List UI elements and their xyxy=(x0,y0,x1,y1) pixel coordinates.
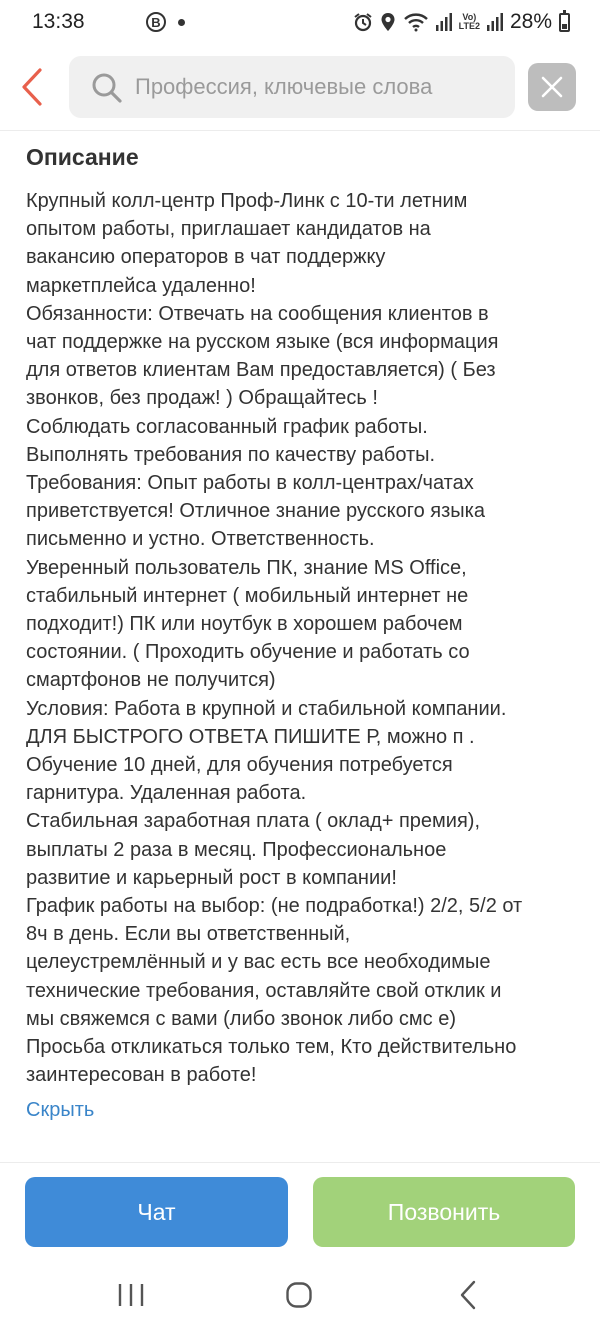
back-button[interactable] xyxy=(14,64,50,110)
b-badge-icon: B xyxy=(146,12,166,32)
description-line: Условия: Работа в крупной и стабильной компании. xyxy=(26,697,507,720)
description-line: выплаты 2 раза в месяц. Профессиональное xyxy=(26,838,447,861)
description-line: Крупный колл-центр Проф-Линк с 10-ти летним xyxy=(26,190,468,212)
search-header xyxy=(0,46,600,131)
system-nav-bar xyxy=(0,1258,600,1332)
description-line: Обязанности: Отвечать на сообщения клиентов в xyxy=(26,302,489,325)
description-line: гарнитура. Удаленная работа. xyxy=(26,782,307,805)
close-icon xyxy=(540,75,564,99)
divider xyxy=(0,1162,600,1163)
back-icon xyxy=(458,1280,478,1310)
description-line: приветствуется! Отличное знание русского языка xyxy=(26,500,485,523)
volte-icon: Vo) LTE2 xyxy=(458,12,480,31)
description-line: опытом работы, приглашает кандидатов на xyxy=(26,218,431,241)
description-title: Описание xyxy=(26,144,139,170)
alarm-icon xyxy=(353,12,373,32)
call-button[interactable]: Позвонить xyxy=(313,1177,575,1247)
nav-home-button[interactable] xyxy=(274,1278,324,1312)
description-line: стабильный интернет ( мобильный интернет не xyxy=(26,584,469,607)
description-line: Требования: Опыт работы в колл-центрах/чатах xyxy=(26,472,474,495)
status-bar xyxy=(0,0,600,46)
description-line: смартфонов не получится) xyxy=(26,669,276,692)
wifi-icon xyxy=(403,12,429,32)
description-line: ДЛЯ БЫСТРОГО ОТВЕТА ПИШИТЕ Р, можно п . xyxy=(26,725,475,748)
description-line: 8ч в день. Если вы ответственный, xyxy=(26,923,351,946)
description-line: целеустремлённый и у вас есть все необходимые xyxy=(26,951,491,974)
description-line: мы свяжемся с вами (либо звонок либо смс е) xyxy=(26,1007,456,1030)
nav-recents-button[interactable] xyxy=(106,1278,156,1312)
description-line: для ответов клиентам Вам предоставляется) ( Без xyxy=(26,359,496,382)
description-line: Выполнять требования по качеству работы. xyxy=(26,443,436,466)
description-line: состоянии. ( Проходить обучение и работать со xyxy=(26,641,470,664)
clear-search-button[interactable] xyxy=(528,63,576,111)
chevron-left-icon xyxy=(20,67,44,107)
description-line: развитие и карьерный рост в компании! xyxy=(26,866,397,889)
battery-icon xyxy=(559,13,570,32)
hide-description-link[interactable]: Скрыть xyxy=(26,1099,95,1121)
nav-back-button[interactable] xyxy=(443,1278,493,1312)
description-line: маркетплейса удаленно! xyxy=(26,274,256,297)
search-box[interactable] xyxy=(69,56,515,118)
description-line: График работы на выбор: (не подработка!) 2/2, 5/2 от xyxy=(26,895,523,918)
description-line: технические требования, оставляйте свой отклик и xyxy=(26,979,502,1002)
description-line: подходит!) ПК или ноутбук в хорошем рабочем xyxy=(26,613,463,636)
signal-icon xyxy=(436,13,452,31)
battery-percent: 28% xyxy=(509,10,552,33)
search-icon xyxy=(91,72,123,109)
description-line: вакансию операторов в чат поддержку xyxy=(26,246,386,269)
search-input[interactable] xyxy=(135,66,495,108)
location-icon xyxy=(380,12,396,32)
description-text xyxy=(26,187,586,1090)
description-line: Уверенный пользователь ПК, знание MS Office, xyxy=(26,556,467,579)
description-line: чат поддержке на русском языке (вся информация xyxy=(26,331,499,354)
home-icon xyxy=(285,1281,313,1309)
description-line: письменно и устно. Ответственность. xyxy=(26,528,375,551)
description-line: Стабильная заработная плата ( оклад+ премия), xyxy=(26,810,481,833)
description-line: Соблюдать согласованный график работы. xyxy=(26,415,428,438)
notification-dot-icon xyxy=(178,19,185,26)
description-line: заинтересован в работе! xyxy=(26,1064,257,1087)
signal-icon-2 xyxy=(487,13,503,31)
description-line: звонков, без продаж! ) Обращайтесь ! xyxy=(26,387,378,410)
status-time: 13:38 xyxy=(32,10,85,33)
chat-button[interactable]: Чат xyxy=(25,1177,288,1247)
recents-icon xyxy=(117,1282,145,1308)
description-line: Просьба откликаться только тем, Кто действительно xyxy=(26,1036,517,1059)
description-line: Обучение 10 дней, для обучения потребуется xyxy=(26,754,453,777)
